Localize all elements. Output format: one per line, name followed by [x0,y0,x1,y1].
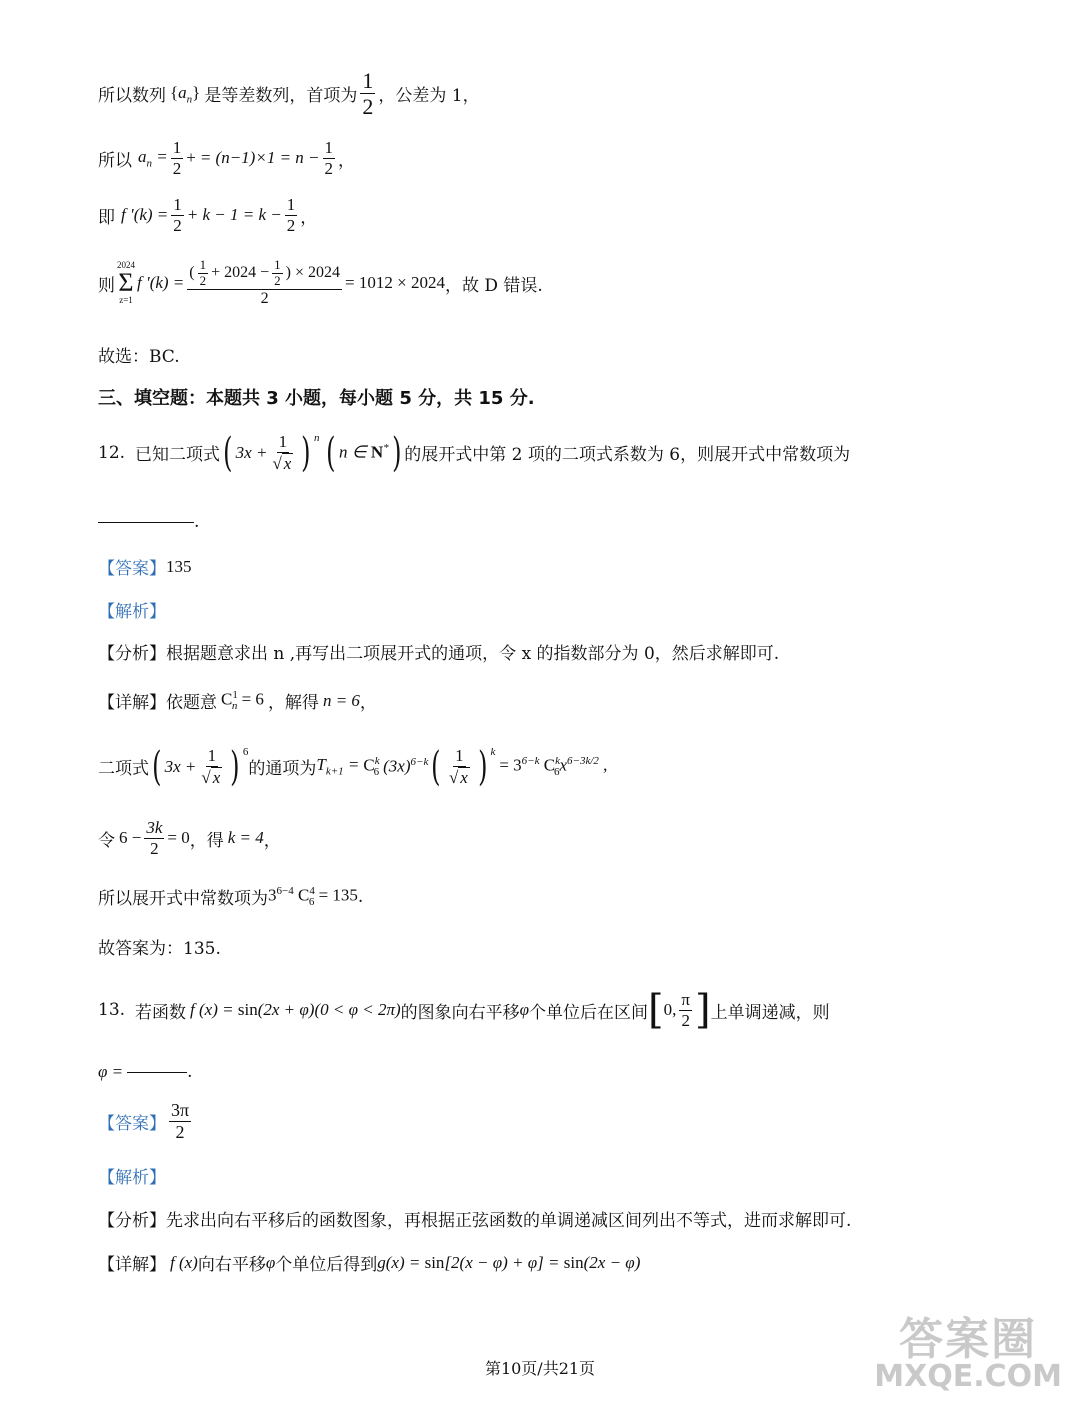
math: f ′(k) = [137,273,185,293]
text: 个单位后得到 [275,1255,378,1275]
math: g(x) = sin[2(x − φ) + φ] = sin(2x − φ) [377,1252,641,1272]
answer-blank-12 [98,512,199,532]
math: $(3x)^{6-k}$ [383,756,429,776]
text: 是等差数列，首项为 [204,86,358,107]
math: 3x + [164,756,197,776]
answer-value: 135 [166,556,192,576]
math: 6 [242,746,249,758]
math: $a_n$ = [138,146,168,170]
fraction: $\frac{1}{2}$ [324,138,334,178]
text: 若函数 [135,1002,187,1023]
text: ，故 D 错误. [444,275,543,296]
math: n = 6 [322,690,360,710]
math: n [313,432,320,444]
math: $3^{6-4}$ $C^4_6 = 135$ [268,884,358,909]
line-sum [98,258,543,308]
fenxi-12 [98,639,779,664]
text: 的通项为 [248,759,317,780]
line-arith-seq [98,68,480,120]
answer-blank-13 [98,1062,193,1082]
text: 个单位后在区间 [529,1002,649,1023]
fraction: $\frac{1}{2}$ [172,138,182,178]
general-term [98,743,608,790]
math: = (n−1)×1 = n − [199,148,320,168]
answer-12 [98,554,192,579]
xiangjie-tag: 【详解】 [98,1255,166,1275]
line-constant-term [98,884,363,909]
text: 的展开式中第 2 项的二项式系数为 6，则展开式中常数项为 [404,445,851,466]
xiangjie-tag: 【详解】 [98,693,166,713]
page-footer: 第10页/共21页 [484,1359,596,1378]
math: ) [477,743,488,790]
text: 即 [98,207,115,228]
math: 0, [663,1000,677,1020]
fraction: $\frac{1}{2}$ [173,195,182,235]
watermark [874,1314,1062,1394]
math: k = 4 [227,828,264,848]
question-13 [98,987,830,1034]
sigma-symbol: 2024 Σ z=1 [117,260,135,306]
text: 二项式 [98,759,149,780]
text: 所以 [98,150,132,171]
math: ( [152,743,162,790]
section-heading [98,384,535,410]
text: 依题意 [166,693,217,713]
fraction-sum: ( $\frac{1}{2}$ + 2024 − $\frac{1}{2}$ ) × 2024 2 [189,257,341,307]
xiangjie-13 [98,1250,640,1275]
question-12 [98,429,851,476]
fraction: 1 √ x [201,746,221,787]
text: . [357,886,364,907]
text: ，解得 [267,693,319,713]
fenxi-13 [98,1206,851,1231]
math: k [490,746,496,758]
math: f ′(k) = [121,205,169,225]
math: = 0 [167,828,190,848]
analysis-label: 【解析】 [98,1168,166,1188]
fraction: $\frac{\pi}{2}$ [681,990,690,1030]
math: ) [391,429,402,476]
math: ( [431,743,441,790]
fraction: $\frac{1}{2}$ [286,195,296,235]
math: φ = [98,1062,124,1081]
fraction: 1 √ x [448,746,468,787]
math: = 1012 × 2024 [345,273,445,293]
text: . [194,512,200,532]
text: 令 [98,830,115,851]
text: 先求出向右平移后的函数图象，再根据正弦函数的单调递减区间列出不等式，进而求解即可. [166,1211,852,1231]
math: ( [326,429,336,476]
math: $C^k_6$ [363,755,380,779]
blank [98,522,194,523]
analysis-label: 【解析】 [98,602,166,622]
math: $C^1_n = 6$ [221,688,264,713]
text: ， [338,150,356,171]
math: φ [265,1252,276,1272]
math: 6 − [119,828,142,848]
text: ，得 [189,830,224,851]
fraction-half: $\frac{1}{2}$ [362,68,374,120]
text: 的图象向右平移 [400,1002,520,1023]
text: 上单调递减，则 [710,1002,830,1023]
text: 所以展开式中常数项为 [98,889,268,909]
watermark-text: 答案圈 [899,1314,1038,1365]
math: ) [230,743,240,790]
question-number: 13. [98,1000,126,1021]
text: 则 [98,275,115,296]
math: f (x) [170,1252,198,1272]
answer-13 [98,1100,194,1142]
fenxi-tag: 【分析】 [98,1211,166,1231]
line-answer-choice [98,342,180,367]
math: 3x + [235,442,268,462]
line-let [98,818,281,858]
question-number: 12. [98,442,126,463]
math: f (x) = sin(2x + φ)(0 < φ < 2π) [190,1000,401,1020]
math: ( [223,429,233,476]
math: φ [519,1000,530,1020]
watermark-url: MXQE.COM [874,1359,1062,1394]
math: [ [648,987,664,1034]
text: 根据题意求出 n ,再写出二项展开式的通项，令 x 的指数部分为 0，然后求解即可. [166,644,780,664]
math: = $3^{6-k}$ $C^k_6x^{6-3k/2}$ , [499,755,608,779]
math: ) [301,429,311,476]
math: $T_{k+1}$ = [316,755,360,778]
fraction: $\frac{3k}{2}$ [146,818,163,858]
text: . [187,1062,193,1082]
math: + [186,148,196,168]
answer-value: $\frac{3\pi}{2}$ [171,1100,190,1142]
blank [127,1072,187,1073]
fenxi-tag: 【分析】 [98,644,166,664]
text: ， [300,207,318,228]
text: 已知二项式 [135,445,221,466]
seq-symbol: $\{a_n\}$ [170,82,201,105]
analysis-tag-13 [98,1163,166,1188]
answer-tag: 【答案】 [98,1113,166,1134]
text: 故答案为：135. [98,939,221,959]
math: + k − 1 = k − [186,205,282,225]
math: ] [695,987,711,1034]
xiangjie-12 [98,688,377,713]
text: 故选：BC. [98,347,180,367]
text: 三、填空题：本题共 3 小题，每小题 5 分，共 15 分. [98,388,535,409]
line-an-formula [98,138,355,178]
text: ， [263,830,281,851]
fraction: 1 √ x [272,432,292,473]
math: n ∈ N* [339,442,389,462]
line-fprime [98,195,317,235]
analysis-tag [98,597,166,622]
text: ， [359,693,377,713]
text: ，公差为 1， [378,86,480,107]
text: 所以数列 [98,86,166,107]
line-final-answer-12 [98,934,221,959]
answer-tag: 【答案】 [98,559,166,579]
text: 向右平移 [197,1255,266,1275]
